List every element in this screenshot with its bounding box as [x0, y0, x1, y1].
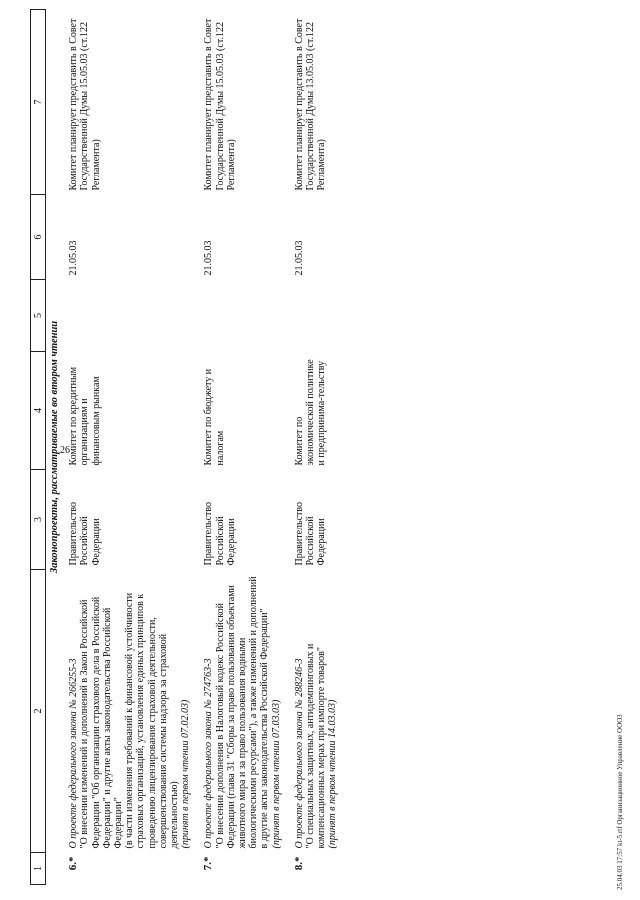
agenda-table — [30, 9, 349, 885]
author-cell: Правительство Российской Федерации — [293, 501, 328, 566]
page-number: 26 — [60, 445, 70, 456]
col-header-1: 1 — [31, 853, 46, 885]
table-row — [292, 10, 349, 885]
bill-adopted: (принят в первом чтении 14.03.03) — [327, 699, 339, 849]
bill-cell — [292, 570, 349, 853]
date-cell: 21.05.03 — [203, 240, 215, 276]
col5-cell — [292, 280, 349, 352]
author-cell: Правительство Российской Федерации — [68, 501, 102, 566]
author-cell: Правительство Российской Федерации — [203, 501, 237, 566]
col-header-4: 4 — [31, 352, 46, 470]
bill-title: О проекте федерального закона № 288246-3 — [293, 658, 305, 849]
bill-title: О проекте федерального закона № 266255-3 — [68, 658, 80, 849]
plan-cell: Комитет планирует представить в Совет Государственной Думы 13.05.03 (ст.122 Регламента) — [293, 18, 328, 191]
col-header-2: 2 — [31, 570, 46, 853]
col5-cell — [201, 280, 291, 352]
committee-cell: Комитет по бюджету и налогам — [203, 368, 226, 466]
section-title: Законопроекты, рассматриваемые во втором чтении — [49, 320, 60, 574]
committee-cell: Комитет по кредитным организациям и финансовым рынкам — [68, 366, 102, 466]
bill-description: "О внесении изменений и дополнений в Закон Российской Федерации "Об организации страхового дела в Российской Федерации" и другие акты законодательства Российской Федерации" — [79, 596, 125, 849]
bill-note: (в части изменения требований к финансовой устойчивости страховых организаций, установления единых принципов к проведению лицензирования страховой деятельности, совершенствования системы надзора за страховой деятельностью) — [124, 592, 181, 849]
bill-description: "О специальных защитных, антидемпинговых и компенсационных мерах при импорте товаров" — [305, 643, 328, 849]
bill-cell — [201, 570, 291, 853]
committee-cell: Комитет по экономической политике и предпринима-тельству — [293, 359, 328, 466]
row-number: 6.* — [67, 856, 80, 871]
col5-cell — [66, 280, 201, 352]
header-row — [31, 10, 46, 885]
table-row — [201, 10, 291, 885]
footer-text: 25.04.03 17:57 kt-5.rtf Организационное Управление ООО3 — [616, 714, 624, 890]
bill-adopted: (принят в первом чтении 07.03.03) — [270, 699, 282, 849]
col-header-3: 3 — [31, 470, 46, 570]
row-number: 8.* — [292, 856, 305, 871]
col-header-7: 7 — [31, 10, 46, 195]
bill-title: О проекте федерального закона № 274763-3 — [203, 658, 215, 849]
bill-cell — [66, 570, 201, 853]
date-cell: 21.05.03 — [68, 240, 80, 276]
plan-cell: Комитет планирует представить в Совет Государственной Думы 15.05.03 (ст.122 Регламента) — [68, 18, 102, 191]
bill-description: "О внесении дополнения в Налоговый кодекс Российской Федерации (глава 31 "Сборы за право пользования объектами животного мира и за право пользования водными биологическими ресурсами"), а также изменений и дополнений в другие акты законодательства Российской Федерации" — [214, 576, 271, 849]
table-row — [66, 10, 201, 885]
bill-adopted: (принят в первом чтении 07.02.03) — [180, 699, 192, 849]
col-header-5: 5 — [31, 280, 46, 352]
row-number: 7.* — [202, 856, 215, 871]
plan-cell: Комитет планирует представить в Совет Государственной Думы 15.05.03 (ст.122 Регламента) — [203, 18, 237, 191]
col-header-6: 6 — [31, 195, 46, 280]
date-cell: 21.05.03 — [293, 240, 305, 276]
